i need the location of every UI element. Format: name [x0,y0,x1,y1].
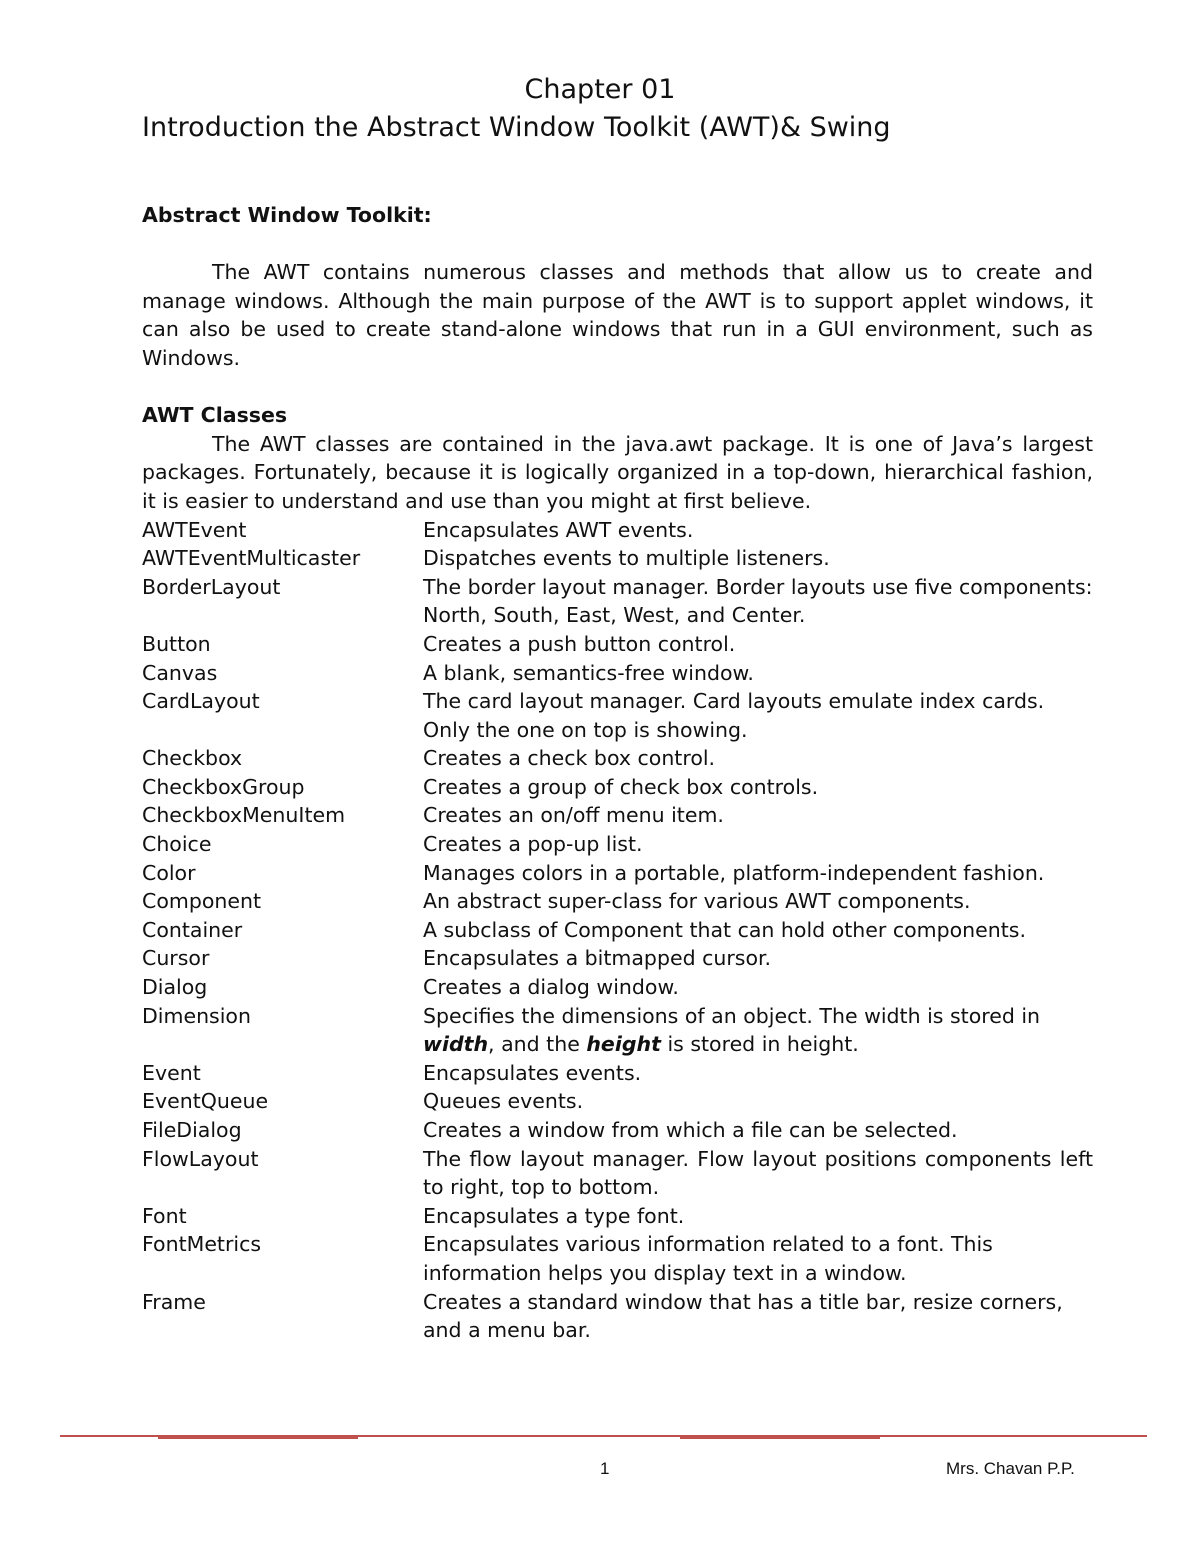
table-row [142,973,1093,1002]
class-description: Encapsulates a bitmapped cursor. [423,946,772,971]
class-description: Encapsulates various information related to a font. This information helps you display text in a window. [423,1232,993,1285]
class-description: Encapsulates a type font. [423,1203,685,1228]
class-name: Dialog [142,975,208,1000]
table-row [142,830,1093,859]
table-row [142,1145,1093,1202]
dimension-desc-part: , and the [488,1032,587,1057]
table-row [142,801,1093,830]
class-description: Queues events. [423,1089,584,1114]
class-description: Creates a standard window that has a title bar, resize corners, and a menu bar. [423,1289,1063,1343]
class-description: The flow layout manager. Flow layout positions components left to right, top to bottom. [423,1146,1093,1200]
class-description: The card layout manager. Card layouts emulate index cards. Only the one on top is showing. [423,689,1045,742]
table-row [142,773,1093,802]
class-name: CheckboxGroup [142,774,305,799]
footer-divider-accent [680,1437,880,1439]
class-description: Creates a window from which a file can be selected. [423,1118,958,1142]
awt-class-table [142,516,1093,1345]
class-description: Manages colors in a portable, platform-independent fashion. [423,860,1045,885]
section-heading-awt: Abstract Window Toolkit: [142,203,432,227]
class-name: CardLayout [142,689,260,714]
class-name: BorderLayout [142,574,281,599]
class-name: Choice [142,832,212,857]
table-row [142,1116,1093,1145]
class-description: Creates an on/off menu item. [423,803,724,828]
table-row [142,516,1093,545]
class-name: Color [142,860,196,885]
class-name: AWTEvent [142,517,247,542]
class-description: Creates a dialog window. [423,975,679,1000]
class-name: Button [142,631,211,656]
section-heading-awt-classes: AWT Classes [142,403,288,428]
class-name: AWTEventMulticaster [142,546,361,571]
class-description: Creates a push button control. [423,631,736,656]
table-row [142,1288,1093,1345]
awt-classes-paragraph: The AWT classes are contained in the java.awt package. It is one of Java’s largest packages. Fortunately, because it is logically organized in a top-down, hierarchical fashion, it is easier to understand and use than you might at first believe. [142,431,1093,513]
class-name: CheckboxMenuItem [142,803,346,828]
table-row [142,1002,1093,1059]
class-name: Checkbox [142,746,243,771]
class-description: A blank, semantics-free window. [423,660,754,685]
class-name: Cursor [142,946,210,971]
page-number: 1 [600,1459,610,1478]
table-row [142,1202,1093,1231]
class-name: Event [142,1060,201,1085]
intro-paragraph: The AWT contains numerous classes and methods that allow us to create and manage windows. Although the main purpose of the AWT is to support applet windows, it can also be used to create stand-alone windows that run in a GUI environment, such as Windows. [142,260,1093,370]
chapter-title: Introduction the Abstract Window Toolkit (AWT)& Swing [142,112,891,143]
footer-divider-accent [158,1437,358,1439]
class-name: EventQueue [142,1089,269,1114]
class-description: Encapsulates events. [423,1060,642,1085]
class-name: FontMetrics [142,1232,262,1257]
class-name: Font [142,1203,187,1228]
class-name: FlowLayout [142,1146,259,1171]
class-description: The border layout manager. Border layouts use five components: North, South, East, West, and Center. [423,574,1093,628]
class-name: Canvas [142,660,218,685]
table-row [142,887,1093,916]
table-row [142,630,1093,659]
class-description: Creates a check box control. [423,746,716,771]
class-description: An abstract super-class for various AWT components. [423,889,971,914]
table-row [142,544,1093,573]
table-row [142,1230,1093,1287]
class-description: Creates a group of check box controls. [423,774,819,799]
table-row [142,659,1093,688]
class-description: Encapsulates AWT events. [423,517,694,542]
class-description: A subclass of Component that can hold other components. [423,917,1026,942]
dimension-desc-part: Specifies the dimensions of an object. The width is stored in [423,1003,1041,1028]
class-name: FileDialog [142,1118,242,1142]
table-row [142,1087,1093,1116]
class-name: Dimension [142,1003,251,1028]
dimension-desc-part: is stored in height. [660,1032,859,1057]
document-body [142,201,1093,1345]
emphasis-width: width [423,1032,489,1057]
table-row [142,1059,1093,1088]
class-description: Creates a pop-up list. [423,832,643,857]
footer-author: Mrs. Chavan P.P. [946,1459,1075,1478]
class-description [423,1002,1093,1059]
table-row [142,744,1093,773]
emphasis-height: height [586,1032,661,1057]
table-row [142,859,1093,888]
table-row [142,944,1093,973]
class-name: Component [142,889,262,914]
table-row [142,916,1093,945]
class-name: Container [142,917,243,942]
table-row [142,573,1093,630]
table-row [142,687,1093,744]
chapter-label: Chapter 01 [524,74,676,105]
class-description: Dispatches events to multiple listeners. [423,546,830,571]
class-name: Frame [142,1289,206,1314]
